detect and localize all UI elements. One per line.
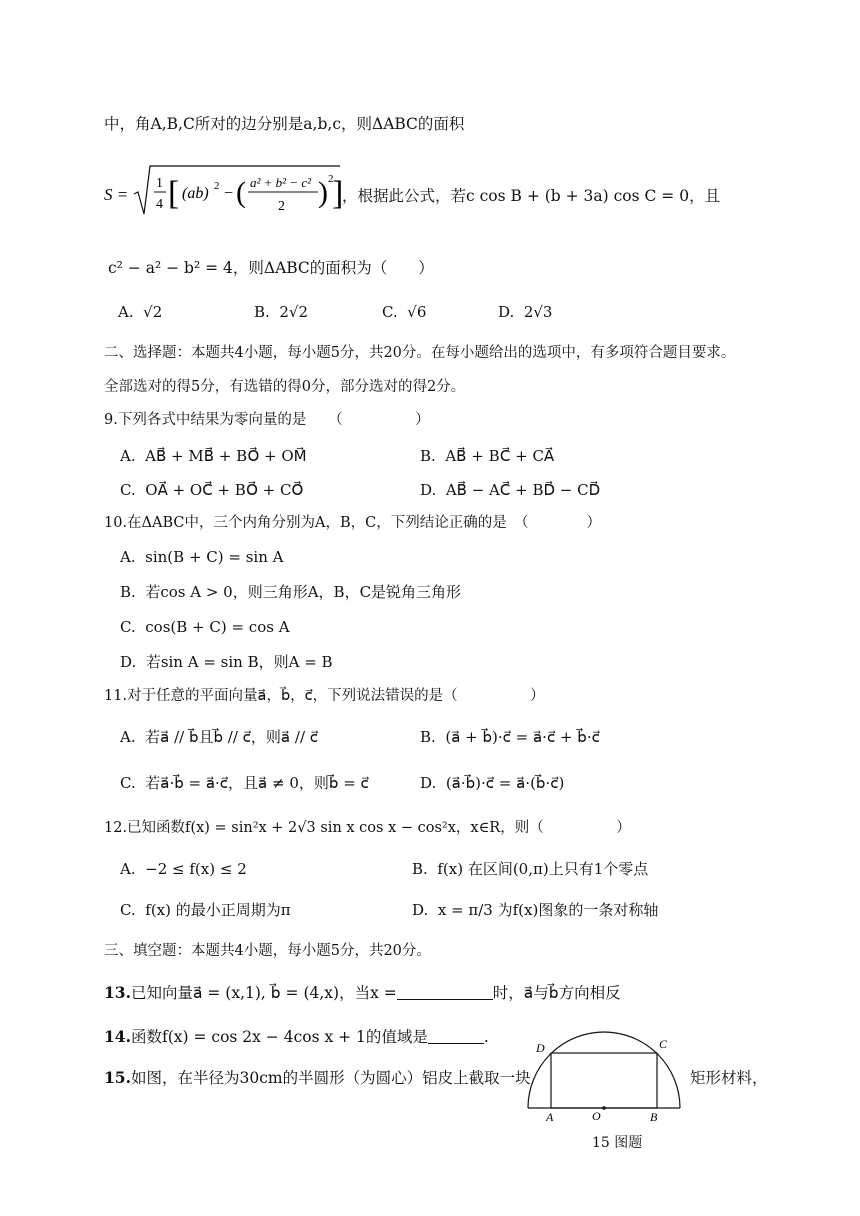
formula-lhs: S =: [104, 185, 129, 204]
option-letter: C.: [120, 774, 136, 792]
svg-text:]: ]: [332, 175, 344, 212]
q15: [104, 1068, 531, 1088]
q15-number: 15.: [104, 1068, 131, 1087]
option-text: 若cos A > 0，则三角形A，B，C是锐角三角形: [145, 583, 462, 601]
center-point: [602, 1106, 606, 1110]
option-text: 若a⃗ // b⃗且b⃗ // c⃗，则a⃗ // c⃗: [145, 728, 319, 746]
q13-blank[interactable]: [397, 983, 493, 1000]
q10-stem: 10.在ΔABC中，三个内角分别为A，B，C，下列结论正确的是 （ ）: [104, 515, 601, 531]
label-c: C: [659, 1037, 668, 1051]
option-letter: D.: [420, 774, 437, 792]
svg-text:(ab): (ab): [182, 185, 209, 202]
q14: [104, 1027, 489, 1047]
q12-option-b: [412, 859, 648, 879]
option-text: AB⃗ + MB⃗ + BO⃗ + OM⃗: [145, 447, 307, 465]
option-text: f(x) 的最小正周期为π: [145, 901, 291, 919]
svg-text:−: −: [224, 185, 234, 202]
option-text: sin(B + C) = sin A: [145, 548, 284, 566]
area-formula: [104, 162, 344, 222]
q14-number: 14.: [104, 1027, 131, 1046]
q10-option-c: [120, 617, 290, 637]
q8-option-b: [254, 302, 308, 322]
q12-stem: 12.已知函数f(x) = sin²x + 2√3 sin x cos x − cos²x，x∈R，则（ ）: [104, 820, 631, 836]
option-letter: A.: [120, 860, 136, 878]
svg-text:2: 2: [214, 180, 220, 192]
option-letter: B.: [254, 303, 270, 321]
option-letter: A.: [118, 303, 134, 321]
q15-tail: 矩形材料，: [690, 1069, 768, 1087]
option-letter: C.: [382, 303, 398, 321]
q10-option-a: [120, 547, 283, 567]
q11-option-d: [420, 773, 564, 793]
q15-text-a: 如图，在半径为30cm的半圆形（为圆心）铝皮上截取一块: [130, 1069, 531, 1087]
q10-option-b: [120, 582, 461, 602]
svg-text:2: 2: [328, 173, 334, 185]
option-letter: D.: [420, 481, 437, 499]
section3-heading: 三、填空题：本题共4小题，每小题5分，共20分。: [104, 943, 431, 959]
q11-stem: 11.对于任意的平面向量a⃗，b⃗，c⃗，下列说法错误的是（ ）: [104, 688, 545, 704]
option-text: AB⃗ − AC⃗ + BD⃗ − CD⃗: [445, 481, 601, 499]
q11-option-a: [120, 727, 318, 747]
label-b: B: [650, 1110, 658, 1124]
option-letter: B.: [420, 447, 436, 465]
option-text: √2: [143, 303, 163, 321]
semicircle-figure: [518, 1028, 688, 1124]
label-a: A: [546, 1110, 554, 1124]
q12-option-d: [412, 900, 658, 920]
section2-scoring: 全部选对的得5分，有选错的得0分，部分选对的得2分。: [104, 379, 466, 395]
option-text: (a⃗·b⃗)·c⃗ = a⃗·(b⃗·c⃗): [445, 774, 565, 792]
option-text: cos(B + C) = cos A: [145, 618, 290, 636]
option-letter: C.: [120, 618, 136, 636]
option-letter: A.: [120, 447, 136, 465]
inscribed-rectangle: [551, 1053, 657, 1108]
option-letter: D.: [120, 653, 137, 671]
svg-text:2: 2: [278, 199, 285, 214]
option-text: f(x) 在区间(0,π)上只有1个零点: [437, 860, 649, 878]
q12-option-c: [120, 900, 291, 920]
option-text: −2 ≤ f(x) ≤ 2: [145, 860, 247, 878]
option-text: 2√3: [523, 303, 553, 321]
q8-option-d: [498, 302, 552, 322]
option-letter: B.: [420, 728, 436, 746]
option-letter: B.: [412, 860, 428, 878]
label-d: D: [536, 1041, 545, 1055]
q13: [104, 983, 621, 1003]
q13-text-b: 时，a⃗与b⃗方向相反: [492, 984, 621, 1002]
option-text: 若a⃗·b⃗ = a⃗·c⃗，且a⃗ ≠ 0，则b⃗ = c⃗: [145, 774, 369, 792]
option-letter: D.: [412, 901, 429, 919]
q8-option-a: [118, 302, 162, 322]
svg-text:1: 1: [156, 176, 163, 191]
option-text: OA⃗ + OC⃗ + BO⃗ + CO⃗: [145, 481, 304, 499]
svg-text:): ): [318, 176, 328, 209]
q9-option-b: [420, 446, 554, 466]
q8-option-c: [382, 302, 426, 322]
q12-option-a: [120, 859, 247, 879]
option-letter: C.: [120, 481, 136, 499]
option-letter: B.: [120, 583, 136, 601]
option-text: (a⃗ + b⃗)·c⃗ = a⃗·c⃗ + b⃗·c⃗: [445, 728, 600, 746]
svg-text:(: (: [236, 176, 246, 209]
option-letter: C.: [120, 901, 136, 919]
option-text: √6: [407, 303, 427, 321]
q11-option-b: [420, 727, 600, 747]
q13-text-a: 已知向量a⃗ = (x,1), b⃗ = (4,x)，当x =: [130, 984, 397, 1002]
section2-heading: 二、选择题：本题共4小题，每小题5分，共20分。在每小题给出的选项中，有多项符合题目要求。: [104, 345, 736, 361]
figure-caption: 15 图题: [592, 1135, 643, 1151]
q8-formula-tail: ，根据此公式，若c cos B + (b + 3a) cos C = 0，且: [342, 187, 721, 205]
svg-text:a² + b² − c²: a² + b² − c²: [250, 175, 312, 190]
label-o: O: [592, 1109, 601, 1123]
svg-text:[: [: [168, 175, 180, 212]
q14-blank[interactable]: [428, 1027, 484, 1044]
q9-option-d: [420, 480, 600, 500]
q8-line3: c² − a² − b² = 4，则ΔABC的面积为（ ）: [108, 259, 434, 277]
q9-option-a: [120, 446, 307, 466]
option-text: 若sin A = sin B，则A = B: [145, 653, 333, 671]
q8-line1: 中，角A,B,C所对的边分别是a,b,c，则ΔABC的面积: [104, 115, 465, 133]
q9-option-c: [120, 480, 303, 500]
option-text: x = π/3 为f(x)图象的一条对称轴: [437, 901, 659, 919]
area-formula-graphic: [104, 162, 344, 222]
svg-text:4: 4: [156, 197, 163, 212]
q10-option-d: [120, 652, 333, 672]
q14-text-a: 函数f(x) = cos 2x − 4cos x + 1的值域是: [130, 1028, 428, 1046]
q11-option-c: [120, 773, 369, 793]
option-letter: A.: [120, 548, 136, 566]
option-text: 2√2: [279, 303, 308, 321]
q9-stem: 9.下列各式中结果为零向量的是 （ ）: [104, 412, 430, 428]
q13-number: 13.: [104, 983, 131, 1002]
q14-text-b: .: [483, 1028, 489, 1046]
option-letter: D.: [498, 303, 515, 321]
option-letter: A.: [120, 728, 136, 746]
option-text: AB⃗ + BC⃗ + CA⃗: [445, 447, 555, 465]
